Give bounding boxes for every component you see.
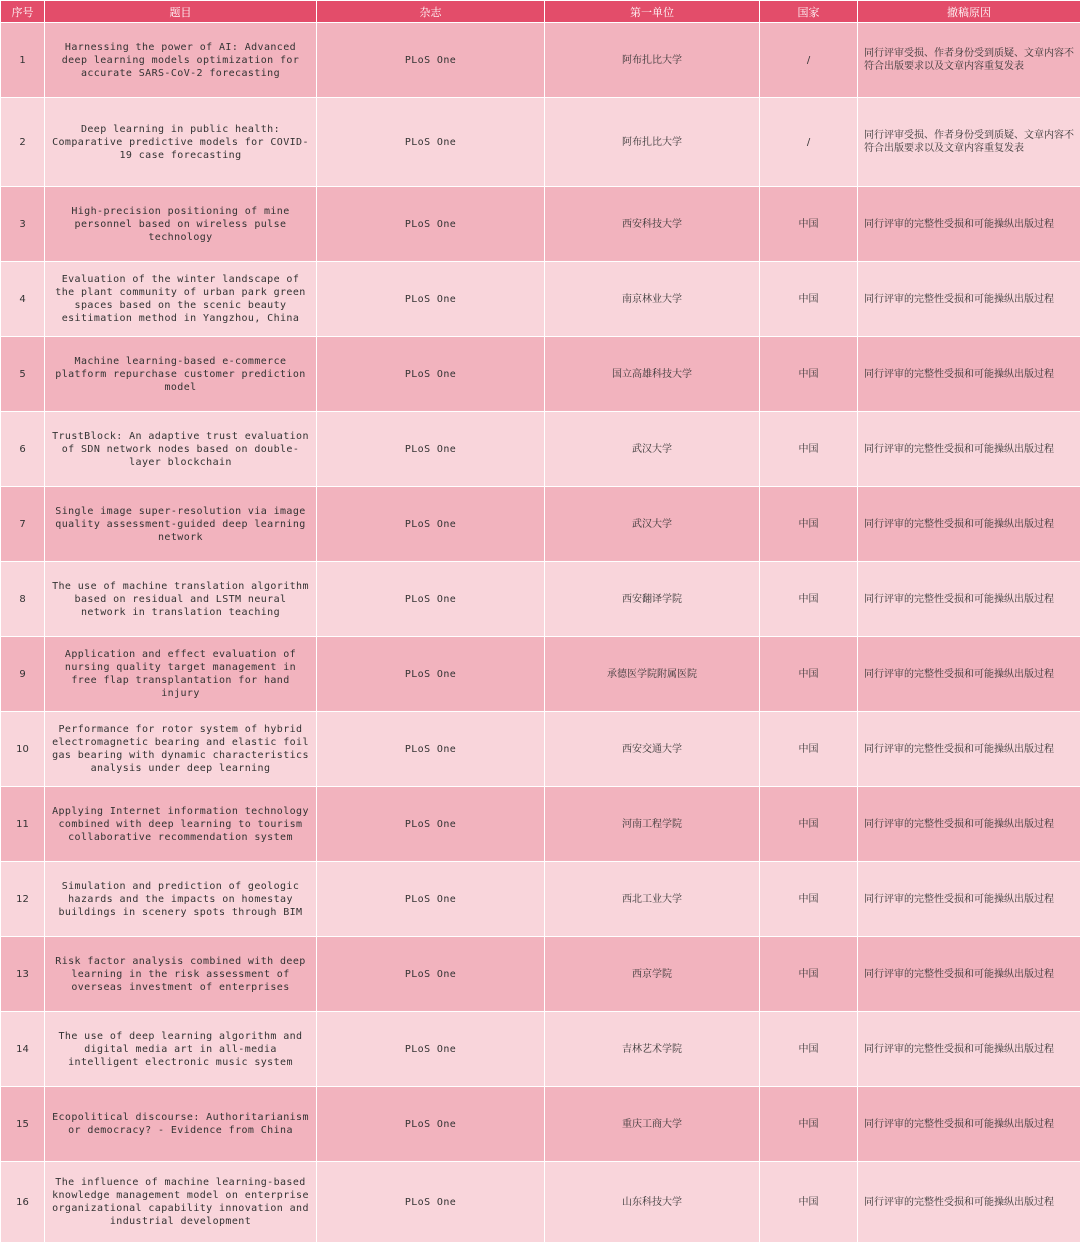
cell-country: 中国 bbox=[760, 787, 858, 862]
cell-index: 4 bbox=[1, 262, 45, 337]
table-header bbox=[1, 1, 1080, 23]
table-row bbox=[1, 262, 1080, 337]
table-row bbox=[1, 637, 1080, 712]
cell-title: Ecopolitical discourse: Authoritarianism or democracy? - Evidence from China bbox=[45, 1087, 317, 1162]
cell-country: 中国 bbox=[760, 1087, 858, 1162]
cell-retraction-reason: 同行评审的完整性受损和可能操纵出版过程 bbox=[858, 862, 1080, 937]
cell-title: The influence of machine learning-based knowledge management model on enterprise organizational capability innovation and industrial development bbox=[45, 1162, 317, 1243]
table-row bbox=[1, 1162, 1080, 1243]
cell-country: 中国 bbox=[760, 1162, 858, 1243]
cell-country: 中国 bbox=[760, 487, 858, 562]
cell-index: 1 bbox=[1, 23, 45, 98]
table-row bbox=[1, 787, 1080, 862]
cell-retraction-reason: 同行评审的完整性受损和可能操纵出版过程 bbox=[858, 637, 1080, 712]
cell-title: TrustBlock: An adaptive trust evaluation of SDN network nodes based on double-layer blockchain bbox=[45, 412, 317, 487]
table-row bbox=[1, 1012, 1080, 1087]
cell-first-unit: 西安科技大学 bbox=[545, 187, 760, 262]
header-first-unit: 第一单位 bbox=[545, 1, 760, 23]
cell-journal: PLoS One bbox=[317, 1012, 545, 1087]
cell-country: 中国 bbox=[760, 262, 858, 337]
cell-country: / bbox=[760, 98, 858, 187]
cell-retraction-reason: 同行评审的完整性受损和可能操纵出版过程 bbox=[858, 412, 1080, 487]
cell-retraction-reason: 同行评审的完整性受损和可能操纵出版过程 bbox=[858, 1087, 1080, 1162]
cell-journal: PLoS One bbox=[317, 262, 545, 337]
cell-first-unit: 重庆工商大学 bbox=[545, 1087, 760, 1162]
cell-retraction-reason: 同行评审的完整性受损和可能操纵出版过程 bbox=[858, 937, 1080, 1012]
cell-country: 中国 bbox=[760, 562, 858, 637]
cell-title: Machine learning-based e-commerce platform repurchase customer prediction model bbox=[45, 337, 317, 412]
cell-country: 中国 bbox=[760, 187, 858, 262]
table-row bbox=[1, 187, 1080, 262]
cell-index: 2 bbox=[1, 98, 45, 187]
cell-country: 中国 bbox=[760, 637, 858, 712]
cell-first-unit: 西安翻译学院 bbox=[545, 562, 760, 637]
cell-title: Deep learning in public health: Comparative predictive models for COVID-19 case forecasting bbox=[45, 98, 317, 187]
table-row bbox=[1, 23, 1080, 98]
header-journal: 杂志 bbox=[317, 1, 545, 23]
cell-journal: PLoS One bbox=[317, 562, 545, 637]
cell-first-unit: 西安交通大学 bbox=[545, 712, 760, 787]
cell-retraction-reason: 同行评审受损、作者身份受到质疑、文章内容不符合出版要求以及文章内容重复发表 bbox=[858, 23, 1080, 98]
cell-title: Risk factor analysis combined with deep learning in the risk assessment of overseas investment of enterprises bbox=[45, 937, 317, 1012]
cell-journal: PLoS One bbox=[317, 23, 545, 98]
cell-title: The use of deep learning algorithm and digital media art in all-media intelligent electronic music system bbox=[45, 1012, 317, 1087]
cell-country: 中国 bbox=[760, 412, 858, 487]
cell-title: Single image super-resolution via image quality assessment-guided deep learning network bbox=[45, 487, 317, 562]
cell-retraction-reason: 同行评审的完整性受损和可能操纵出版过程 bbox=[858, 337, 1080, 412]
cell-index: 3 bbox=[1, 187, 45, 262]
table-row bbox=[1, 337, 1080, 412]
cell-country: 中国 bbox=[760, 712, 858, 787]
header-retraction-reason: 撤稿原因 bbox=[858, 1, 1080, 23]
table-row bbox=[1, 862, 1080, 937]
cell-first-unit: 国立高雄科技大学 bbox=[545, 337, 760, 412]
cell-first-unit: 阿布扎比大学 bbox=[545, 23, 760, 98]
cell-country: 中国 bbox=[760, 937, 858, 1012]
cell-first-unit: 承德医学院附属医院 bbox=[545, 637, 760, 712]
cell-first-unit: 阿布扎比大学 bbox=[545, 98, 760, 187]
cell-retraction-reason: 同行评审的完整性受损和可能操纵出版过程 bbox=[858, 262, 1080, 337]
cell-country: 中国 bbox=[760, 337, 858, 412]
table-row bbox=[1, 412, 1080, 487]
cell-index: 15 bbox=[1, 1087, 45, 1162]
cell-first-unit: 吉林艺术学院 bbox=[545, 1012, 760, 1087]
cell-journal: PLoS One bbox=[317, 862, 545, 937]
cell-index: 6 bbox=[1, 412, 45, 487]
cell-journal: PLoS One bbox=[317, 412, 545, 487]
cell-index: 12 bbox=[1, 862, 45, 937]
cell-first-unit: 河南工程学院 bbox=[545, 787, 760, 862]
cell-first-unit: 武汉大学 bbox=[545, 412, 760, 487]
cell-journal: PLoS One bbox=[317, 1162, 545, 1243]
cell-first-unit: 南京林业大学 bbox=[545, 262, 760, 337]
cell-index: 14 bbox=[1, 1012, 45, 1087]
header-row bbox=[1, 1, 1080, 23]
cell-index: 11 bbox=[1, 787, 45, 862]
cell-retraction-reason: 同行评审的完整性受损和可能操纵出版过程 bbox=[858, 562, 1080, 637]
header-title: 题目 bbox=[45, 1, 317, 23]
cell-index: 7 bbox=[1, 487, 45, 562]
cell-first-unit: 山东科技大学 bbox=[545, 1162, 760, 1243]
cell-first-unit: 西京学院 bbox=[545, 937, 760, 1012]
cell-journal: PLoS One bbox=[317, 712, 545, 787]
cell-title: Performance for rotor system of hybrid electromagnetic bearing and elastic foil gas bearing with dynamic characteristics analysis under deep learning bbox=[45, 712, 317, 787]
header-country: 国家 bbox=[760, 1, 858, 23]
cell-retraction-reason: 同行评审的完整性受损和可能操纵出版过程 bbox=[858, 487, 1080, 562]
table-row bbox=[1, 937, 1080, 1012]
cell-journal: PLoS One bbox=[317, 937, 545, 1012]
cell-title: Applying Internet information technology combined with deep learning to tourism collaborative recommendation system bbox=[45, 787, 317, 862]
cell-retraction-reason: 同行评审的完整性受损和可能操纵出版过程 bbox=[858, 787, 1080, 862]
table-body bbox=[1, 23, 1080, 1243]
cell-journal: PLoS One bbox=[317, 637, 545, 712]
cell-index: 16 bbox=[1, 1162, 45, 1243]
cell-first-unit: 武汉大学 bbox=[545, 487, 760, 562]
cell-journal: PLoS One bbox=[317, 98, 545, 187]
table-row bbox=[1, 98, 1080, 187]
cell-journal: PLoS One bbox=[317, 487, 545, 562]
cell-index: 8 bbox=[1, 562, 45, 637]
cell-journal: PLoS One bbox=[317, 187, 545, 262]
table-row bbox=[1, 562, 1080, 637]
cell-title: Harnessing the power of AI: Advanced deep learning models optimization for accurate SARS-CoV-2 forecasting bbox=[45, 23, 317, 98]
cell-title: The use of machine translation algorithm based on residual and LSTM neural network in translation teaching bbox=[45, 562, 317, 637]
table-row bbox=[1, 1087, 1080, 1162]
cell-title: High-precision positioning of mine personnel based on wireless pulse technology bbox=[45, 187, 317, 262]
cell-journal: PLoS One bbox=[317, 337, 545, 412]
cell-index: 9 bbox=[1, 637, 45, 712]
cell-retraction-reason: 同行评审的完整性受损和可能操纵出版过程 bbox=[858, 187, 1080, 262]
table-row bbox=[1, 712, 1080, 787]
cell-index: 10 bbox=[1, 712, 45, 787]
cell-retraction-reason: 同行评审的完整性受损和可能操纵出版过程 bbox=[858, 1012, 1080, 1087]
cell-country: 中国 bbox=[760, 1012, 858, 1087]
cell-journal: PLoS One bbox=[317, 787, 545, 862]
cell-retraction-reason: 同行评审受损、作者身份受到质疑、文章内容不符合出版要求以及文章内容重复发表 bbox=[858, 98, 1080, 187]
cell-title: Simulation and prediction of geologic hazards and the impacts on homestay buildings in scenery spots through BIM bbox=[45, 862, 317, 937]
cell-retraction-reason: 同行评审的完整性受损和可能操纵出版过程 bbox=[858, 1162, 1080, 1243]
cell-title: Evaluation of the winter landscape of the plant community of urban park green spaces based on the scenic beauty esitimation method in Yangzhou, China bbox=[45, 262, 317, 337]
cell-country: / bbox=[760, 23, 858, 98]
cell-country: 中国 bbox=[760, 862, 858, 937]
header-index: 序号 bbox=[1, 1, 45, 23]
cell-index: 5 bbox=[1, 337, 45, 412]
cell-retraction-reason: 同行评审的完整性受损和可能操纵出版过程 bbox=[858, 712, 1080, 787]
table-row bbox=[1, 487, 1080, 562]
cell-index: 13 bbox=[1, 937, 45, 1012]
cell-first-unit: 西北工业大学 bbox=[545, 862, 760, 937]
cell-journal: PLoS One bbox=[317, 1087, 545, 1162]
cell-title: Application and effect evaluation of nursing quality target management in free flap transplantation for hand injury bbox=[45, 637, 317, 712]
